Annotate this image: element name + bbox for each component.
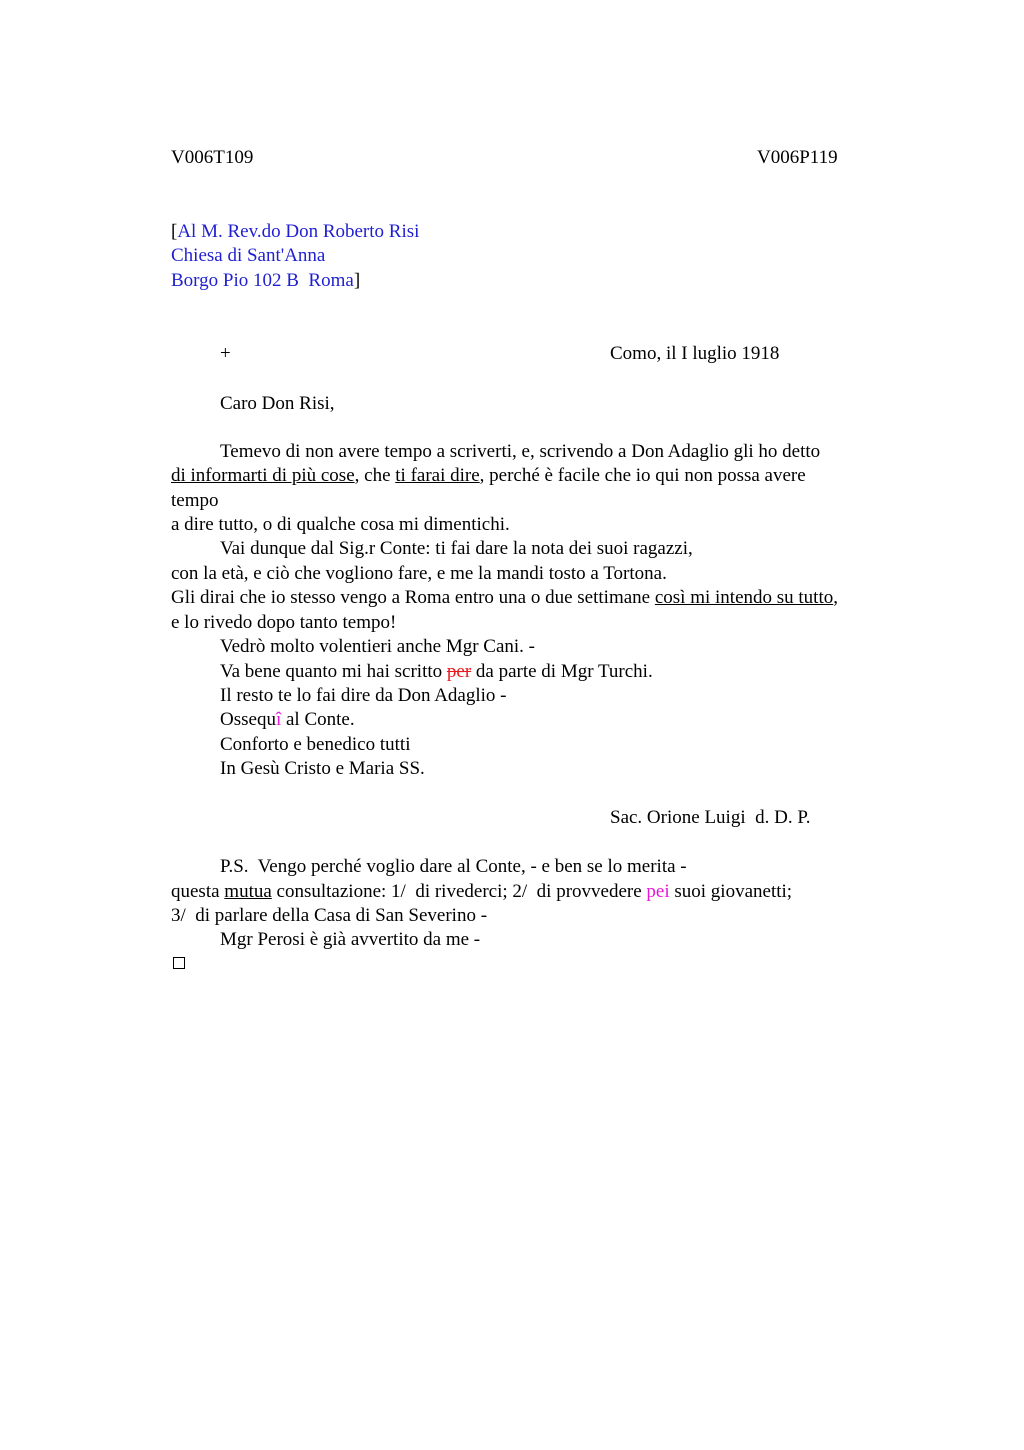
postscript-line: P.S. Vengo perché voglio dare al Conte, - e ben se lo merita - [220,856,687,877]
address-recipient: Al M. Rev.do Don Roberto Risi [177,221,420,242]
postscript-line: Mgr Perosi è già avvertito da me - [220,929,481,950]
body-line: Gli dirai che io stesso vengo a Roma entro una o due settimane così mi intendo su tutto, [171,587,838,608]
body-line: tempo [171,490,219,511]
inserted-word: pei [646,881,670,902]
header-right-code: V006P119 [757,147,838,168]
body-line: Va bene quanto mi hai scritto per da parte di Mgr Turchi. [220,661,653,682]
inserted-char: î [275,709,282,730]
signature: Sac. Orione Luigi d. D. P. [610,807,811,828]
salutation: Caro Don Risi, [220,393,335,414]
address-line-1: [Al M. Rev.do Don Roberto Risi [171,221,420,242]
header-left-code: V006T109 [171,147,254,168]
body-line: Vai dunque dal Sig.r Conte: ti fai dare la nota dei suoi ragazzi, [220,538,693,559]
deleted-word: per [446,661,472,682]
postscript-line: questa mutua consultazione: 1/ di rivederci; 2/ di provvedere pei suoi giovanetti; [171,881,793,902]
cross-symbol: + [220,343,231,364]
body-line: e lo rivedo dopo tanto tempo! [171,612,397,633]
body-line: di informarti di più cose, che ti farai dire, perché è facile che io qui non possa avere [171,465,806,486]
place-date: Como, il I luglio 1918 [610,343,780,364]
body-line: In Gesù Cristo e Maria SS. [220,758,425,779]
body-line: a dire tutto, o di qualche cosa mi dimentichi. [171,514,510,535]
body-line: con la età, e ciò che vogliono fare, e me la mandi tosto a Tortona. [171,563,667,584]
address-line-2: Chiesa di Sant'Anna [171,245,326,266]
body-line: Temevo di non avere tempo a scriverti, e, scrivendo a Don Adaglio gli ho detto [220,441,821,462]
body-line: Il resto te lo fai dire da Don Adaglio - [220,685,507,706]
postscript-line: 3/ di parlare della Casa di San Severino - [171,905,488,926]
body-line: Vedrò molto volentieri anche Mgr Cani. - [220,636,536,657]
body-line: Conforto e benedico tutti [220,734,411,755]
end-box-icon [173,957,185,969]
address-line-3: Borgo Pio 102 B Roma] [171,270,361,291]
body-line: Ossequî al Conte. [220,709,355,730]
